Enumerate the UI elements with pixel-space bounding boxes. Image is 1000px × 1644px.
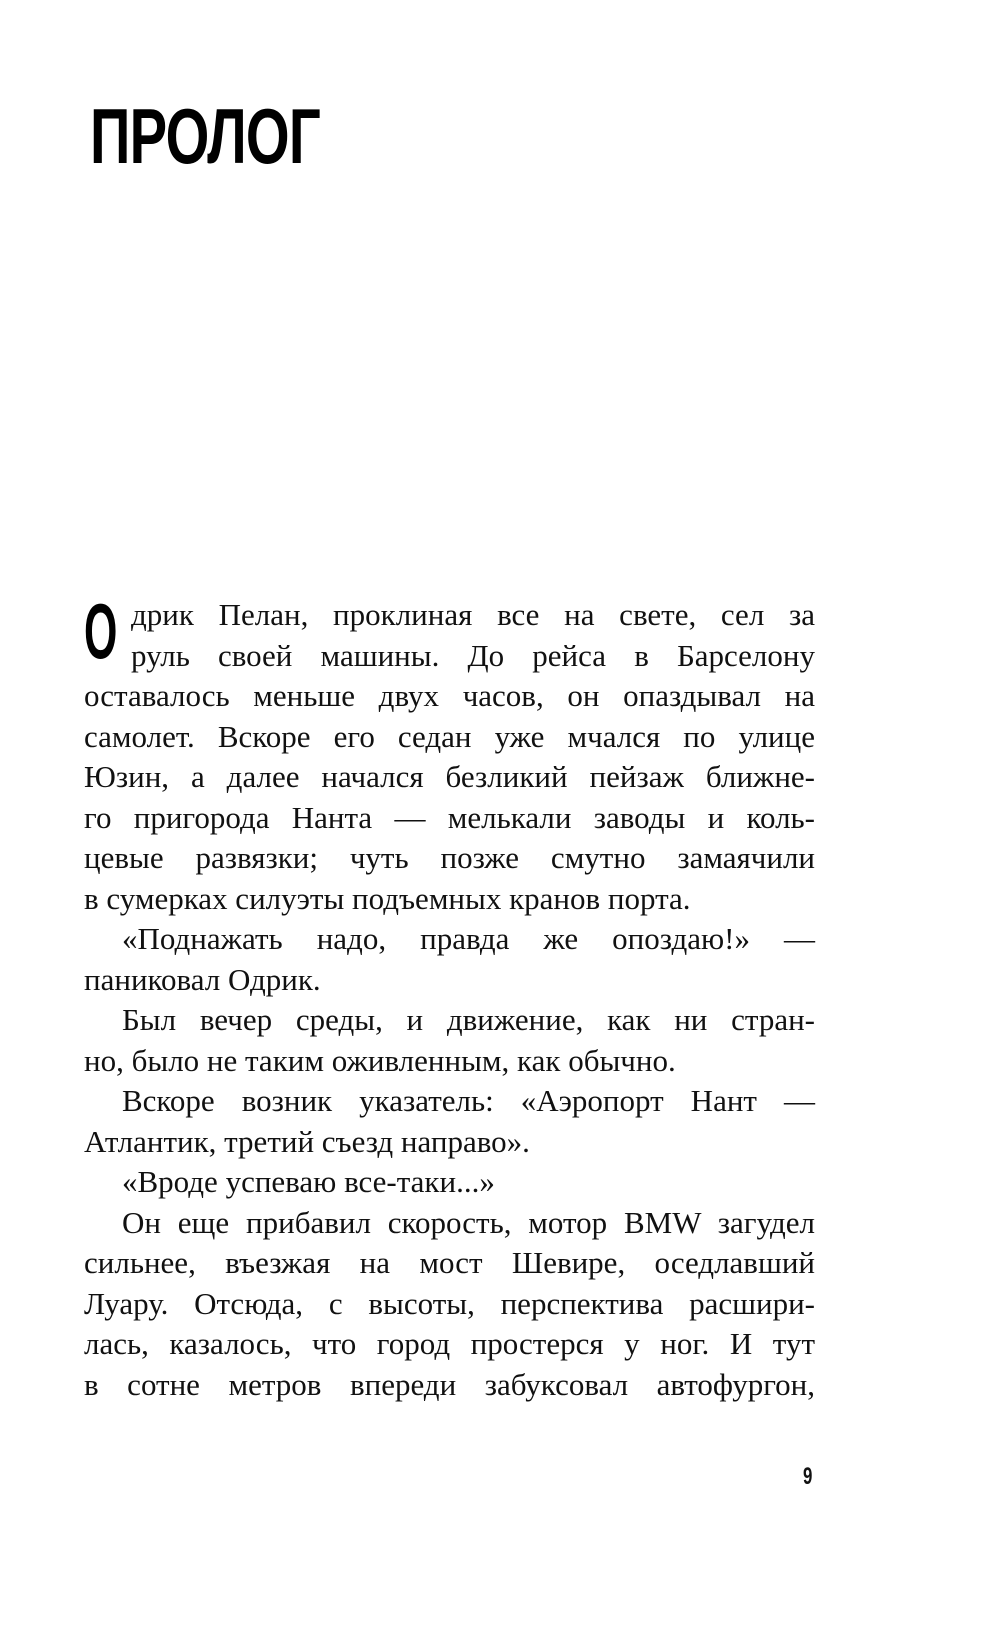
drop-cap: О bbox=[84, 587, 118, 675]
text-line: в сотне метров впереди забуксовал автофургон, bbox=[84, 1366, 815, 1402]
chapter-title: ПРОЛОГ bbox=[90, 92, 320, 180]
text-line: дрик Пелан, проклиная все на свете, сел за bbox=[131, 597, 815, 632]
text-line: цевые развязки; чуть позже смутно замаячили bbox=[84, 840, 815, 875]
text-line: го пригорода Нанта — мелькали заводы и коль- bbox=[84, 799, 815, 835]
text-line: Луару. Отсюда, с высоты, перспектива расшири- bbox=[84, 1285, 815, 1321]
text-line: в сумерках силуэты подъемных кранов порта. bbox=[84, 880, 691, 916]
text-line: Вскоре возник указатель: «Аэропорт Нант — bbox=[122, 1083, 815, 1118]
text-line: Атлантик, третий съезд направо». bbox=[84, 1123, 530, 1159]
text-line: самолет. Вскоре его седан уже мчался по улице bbox=[84, 718, 815, 754]
text-line: оставалось меньше двух часов, он опаздывал на bbox=[84, 678, 815, 713]
text-line: но, было не таким оживленным, как обычно. bbox=[84, 1042, 676, 1078]
text-line: Юзин, а далее начался безликий пейзаж ближне- bbox=[84, 759, 815, 794]
page-number: 9 bbox=[803, 1463, 813, 1490]
text-line: «Поднажать надо, правда же опоздаю!» — bbox=[122, 921, 815, 956]
text-line: лась, казалось, что город простерся у ног. И тут bbox=[84, 1326, 815, 1361]
text-line: «Вроде успеваю все-таки...» bbox=[122, 1164, 495, 1199]
text-line: сильнее, въезжая на мост Шевире, оседлавший bbox=[84, 1245, 815, 1280]
text-line: Он еще прибавил скорость, мотор BMW загудел bbox=[122, 1204, 815, 1240]
text-line: Был вечер среды, и движение, как ни стран- bbox=[122, 1002, 815, 1037]
text-line: паниковал Одрик. bbox=[84, 961, 321, 997]
text-line: руль своей машины. До рейса в Барселону bbox=[131, 637, 815, 673]
